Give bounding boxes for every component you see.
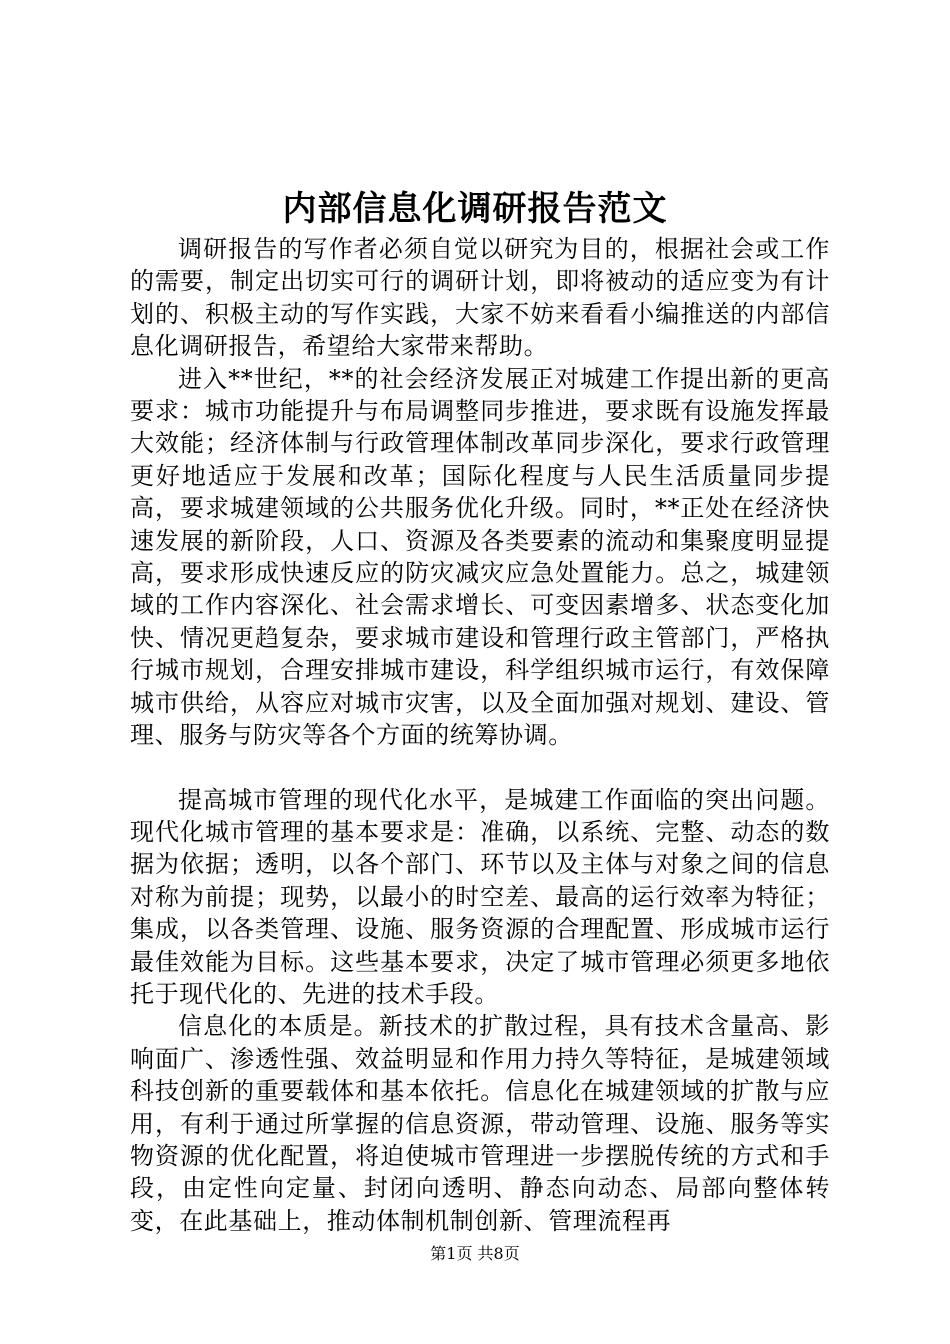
page-number-footer: 第1页 共8页 [430, 1244, 520, 1263]
document-title: 内部信息化调研报告范文 [282, 189, 668, 229]
document-body [130, 233, 830, 1237]
paragraph-intro: 调研报告的写作者必须自觉以研究为目的，根据社会或工作的需要，制定出切实可行的调研计划，即将被动的适应变为有计划的、积极主动的写作实践，大家不妨来看看小编推送的内部信息化调研报告，希望给大家带来帮助。 [130, 235, 830, 361]
paragraph-modernization: 提高城市管理的现代化水平，是城建工作面临的突出问题。现代化城市管理的基本要求是：准确，以系统、完整、动态的数据为依据；透明，以各个部门、环节以及主体与对象之间的信息对称为前提；现势，以最小的时空差、最高的运行效率为特征；集成，以各类管理、设施、服务资源的合理配置、形成城市运行最佳效能为目标。这些基本要求，决定了城市管理必须更多地依托于现代化的、先进的技术手段。 [130, 785, 830, 1008]
paragraph-background: 进入**世纪，**的社会经济发展正对城建工作提出新的更高要求：城市功能提升与布局调整同步推进，要求既有设施发挥最大效能；经济体制与行政管理体制改革同步深化，要求行政管理更好地适应于发展和改革；国际化程度与人民生活质量同步提高，要求城建领域的公共服务优化升级。同时，**正处在经济快速发展的新阶段，人口、资源及各类要素的流动和集聚度明显提高，要求形成快速反应的防灾减灾应急处置能力。总之，城建领域的工作内容深化、社会需求增长、可变因素增多、状态变化加快、情况更趋复杂，要求城市建设和管理行政主管部门，严格执行城市规划，合理安排城市建设，科学组织城市运行，有效保障城市供给，从容应对城市灾害，以及全面加强对规划、建设、管理、服务与防灾等各个方面的统筹协调。 [130, 364, 830, 750]
paragraph-informatization: 信息化的本质是。新技术的扩散过程，具有技术含量高、影响面广、渗透性强、效益明显和作用力持久等特征，是城建领域科技创新的重要载体和基本依托。信息化在城建领域的扩散与应用，有利于通过所掌握的信息资源，带动管理、设施、服务等实物资源的优化配置，将迫使城市管理进一步摆脱传统的方式和手段，由定性向定量、封闭向透明、静态向动态、局部向整体转变，在此基础上，推动体制机制创新、管理流程再 [130, 1012, 830, 1235]
